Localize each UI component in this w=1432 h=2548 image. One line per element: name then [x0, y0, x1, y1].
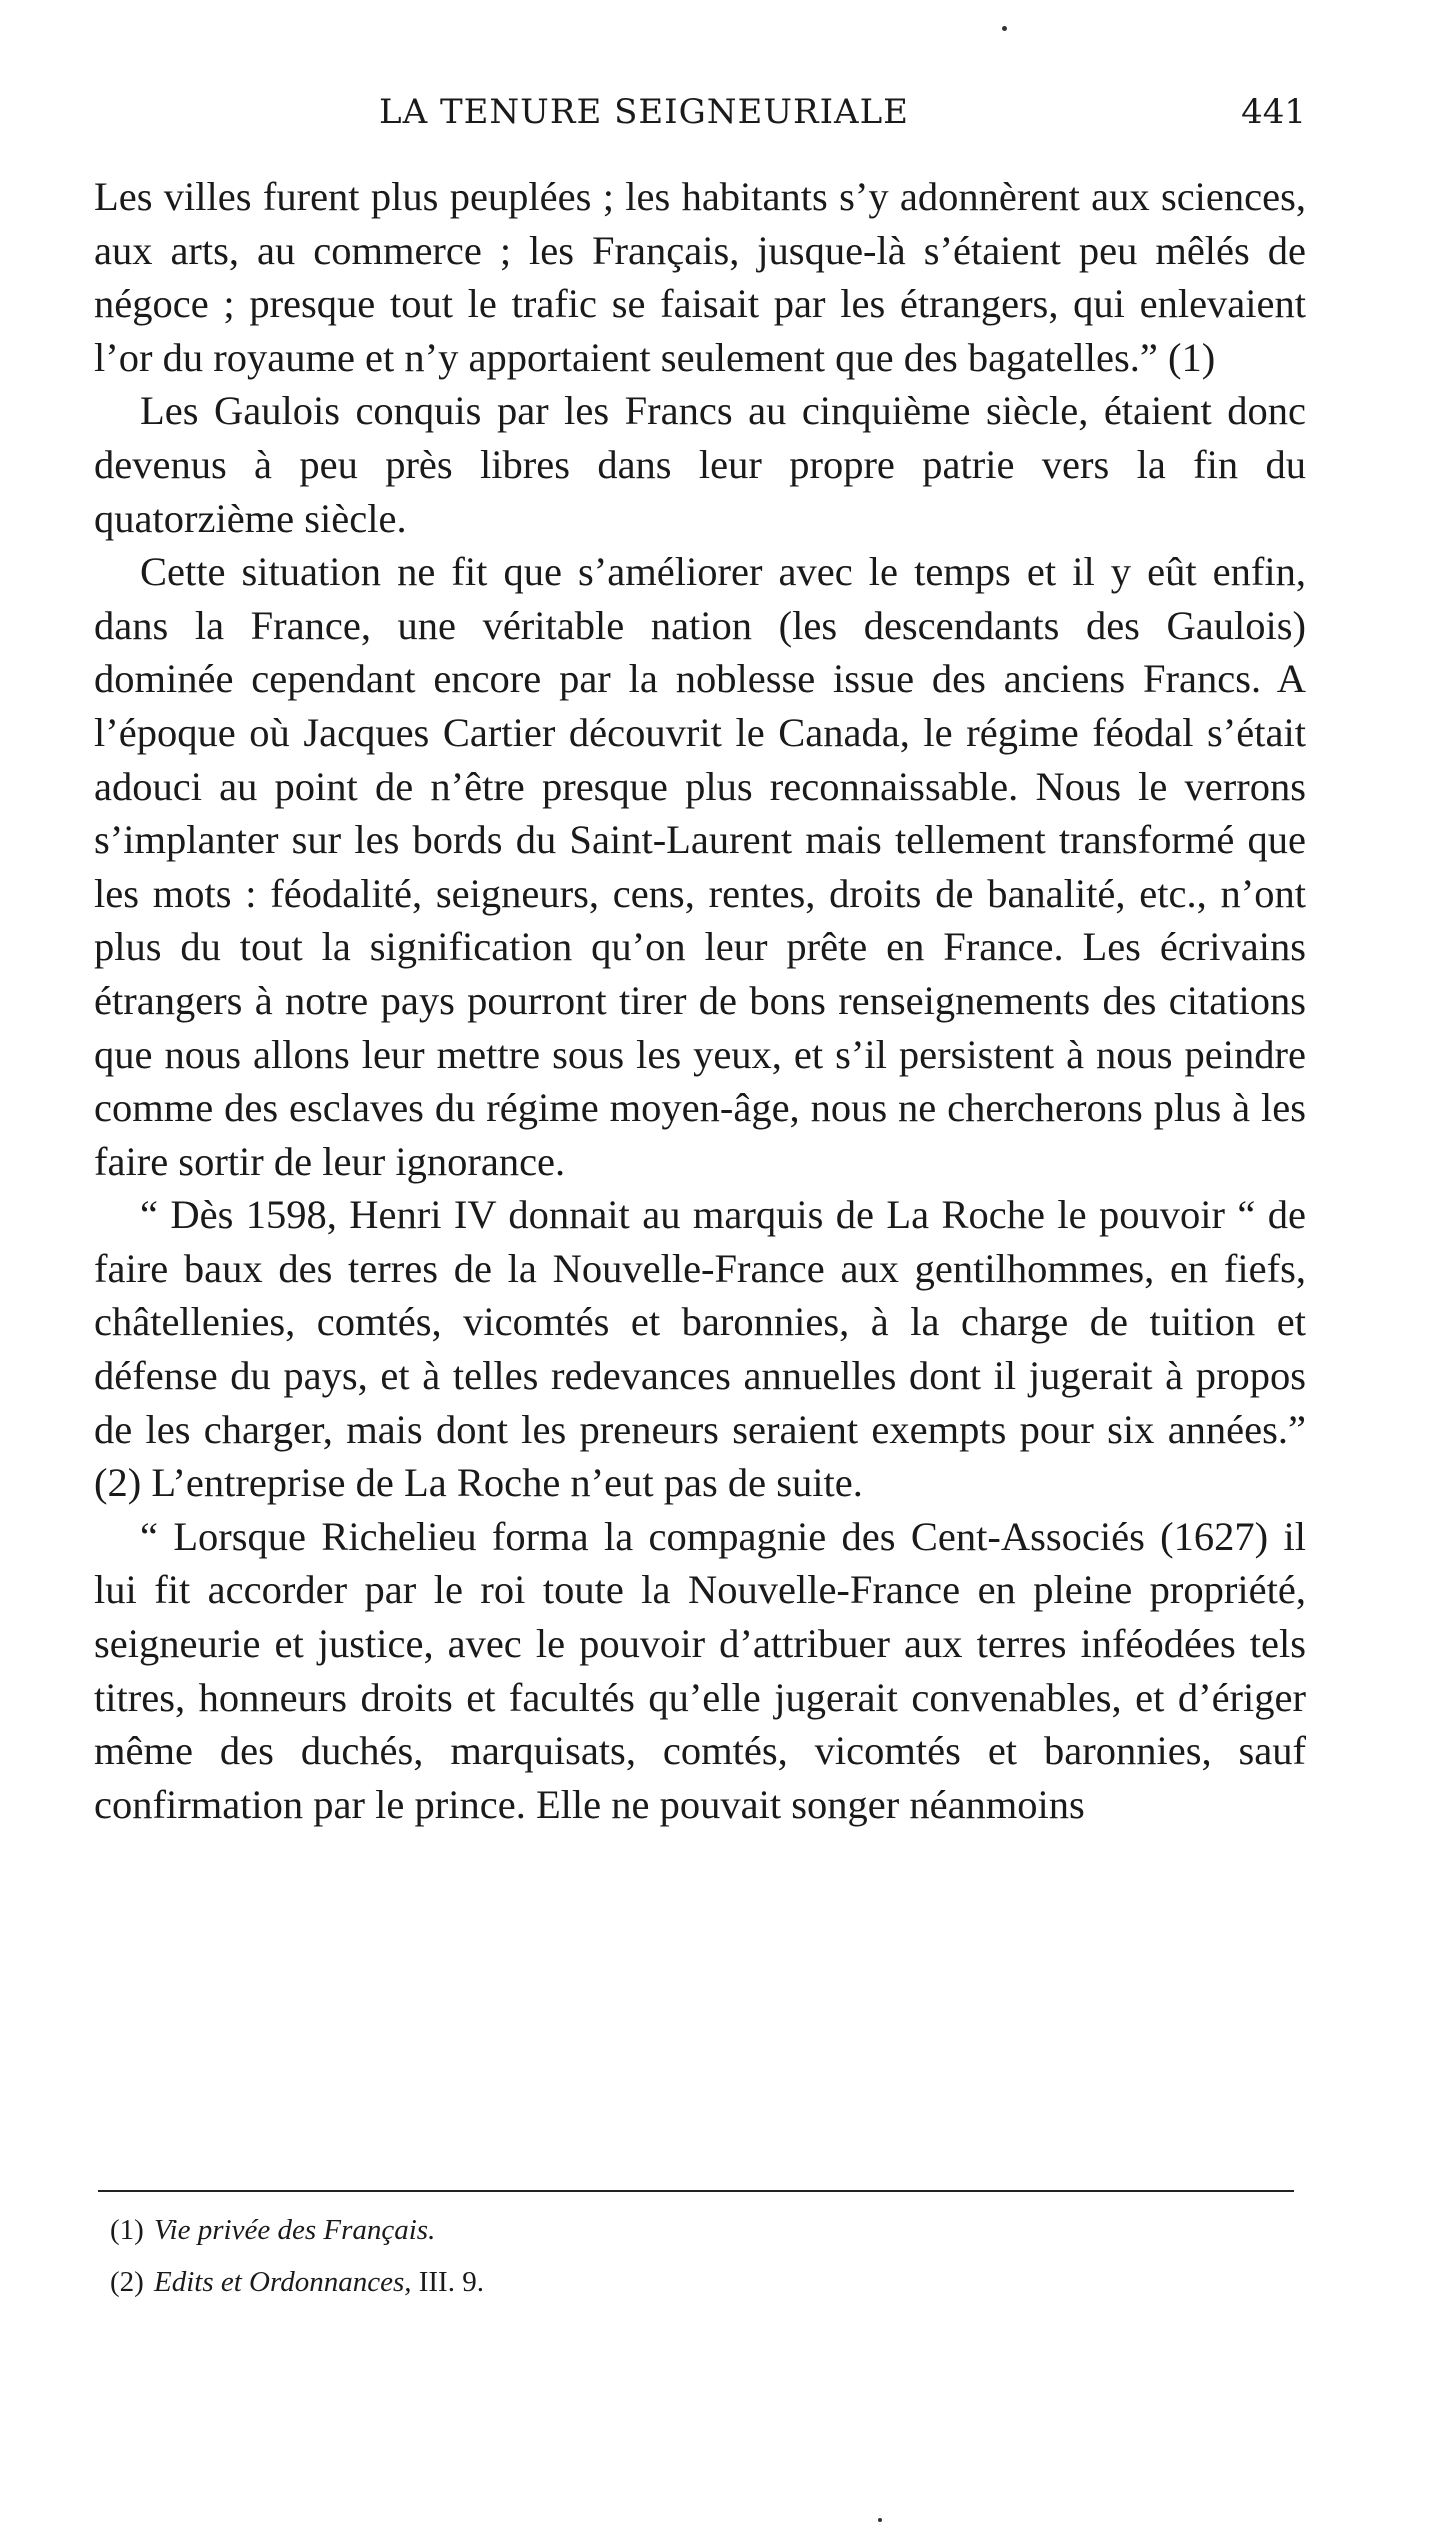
book-page	[94, 0, 1306, 2548]
footnote	[110, 2256, 1210, 2308]
footnote	[110, 2204, 1210, 2256]
paragraph-situation: Cette situation ne fit que s’améliorer avec le temps et il y eût enfin, dans la France, une véritable nation (les descendants des Gaulois) dominée cependant encore par la noblesse issue des anciens Francs. A l’époque où Jacques Cartier découvrit le Canada, le régime féodal s’était adouci au point de n’être presque plus reconnaissable. Nous le verrons s’implanter sur les bords du Saint-Laurent mais tellement transformé que les mots : féodalité, seigneurs, cens, rentes, droits de banalité, etc., n’ont plus du tout la signification qu’on leur prête en France. Les écrivains étrangers à notre pays pourront tirer de bons renseignements des citations que nous allons leur mettre sous les yeux, et s’il persistent à nous peindre comme des esclaves du régime moyen-âge, nous ne chercherons plus à les faire sortir de leur ignorance.	[94, 549, 1306, 1184]
running-title: LA TENURE SEIGNEURIALE	[379, 92, 909, 132]
footnote-title: Vie privée des Français.	[154, 2214, 436, 2246]
footnotes	[110, 2204, 1210, 2308]
footnote-marker: (2)	[110, 2266, 144, 2298]
ink-speck	[878, 2518, 882, 2522]
paragraph-continuation: Les villes furent plus peuplées ; les habitants s’y adonnèrent aux sciences, aux arts, au commerce ; les Français, jusque-là s’étaient peu mêlés de négoce ; presque tout le trafic se faisait par les étrangers, qui enlevaient l’or du royaume et n’y apportaient seulement que des bagatelles.” (1)	[94, 174, 1306, 380]
paragraph-gaulois: Les Gaulois conquis par les Francs au cinquième siècle, étaient donc devenus à peu près libres dans leur propre patrie vers la fin du quatorzième siècle.	[94, 388, 1306, 541]
body-text	[94, 170, 1306, 1831]
page-header	[94, 92, 1306, 142]
paragraph-henri-iv: “ Dès 1598, Henri IV donnait au marquis de La Roche le pouvoir “ de faire baux des terres de la Nouvelle-France aux gentilhommes, en fiefs, châtellenies, comtés, vicomtés et baronnies, à la charge de tuition et défense du pays, et à telles redevances annuelles dont il jugerait à propos de les charger, mais dont les preneurs seraient exempts pour six années.” (2) L’entreprise de La Roche n’eut pas de suite.	[94, 1192, 1306, 1506]
footnote-divider	[98, 2190, 1294, 2192]
footnote-title: Edits et Ordonnances,	[154, 2266, 412, 2298]
page-number: 441	[1241, 92, 1306, 132]
ink-speck	[1002, 26, 1007, 31]
paragraph-richelieu: “ Lorsque Richelieu forma la compagnie des Cent-Associés (1627) il lui fit accorder par le roi toute la Nouvelle-France en pleine propriété, seigneurie et justice, avec le pouvoir d’attribuer aux terres inféodées tels titres, honneurs droits et facultés qu’elle jugerait convenables, et d’ériger même des duchés, marquisats, comtés, vicomtés et baronnies, sauf confirmation par le prince. Elle ne pouvait songer néanmoins	[94, 1513, 1306, 1827]
footnote-marker: (1)	[110, 2214, 144, 2246]
footnote-rest: III. 9.	[411, 2266, 484, 2298]
